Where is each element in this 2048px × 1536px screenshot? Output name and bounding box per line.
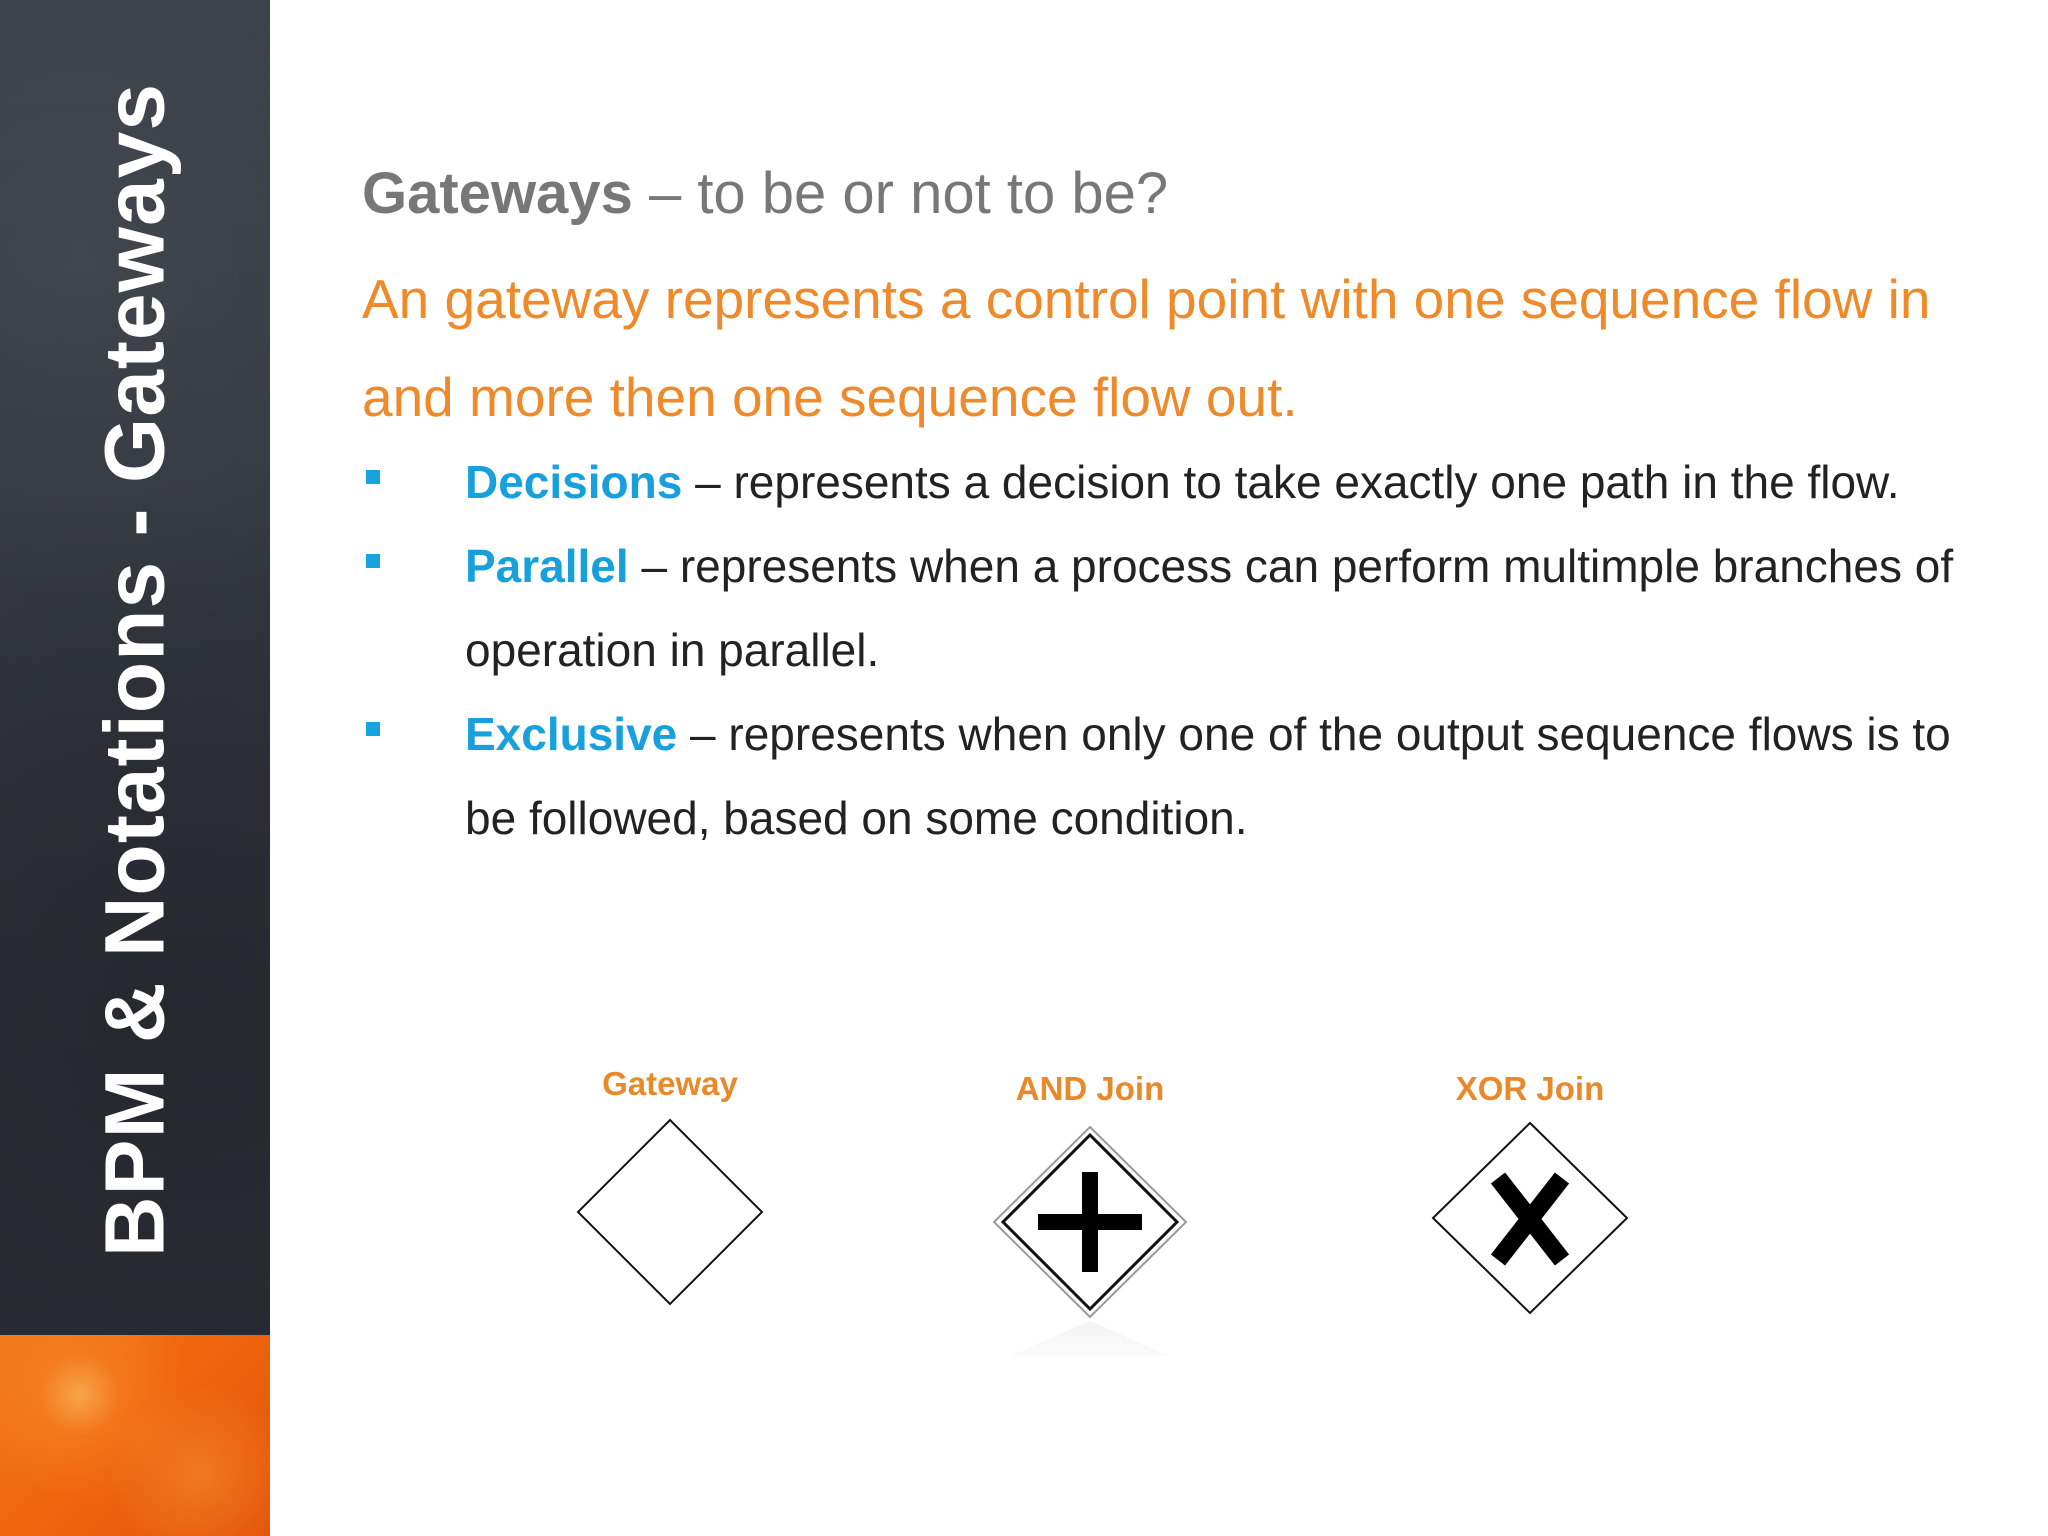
bullet-description: – represents when a process can perform multimple branches of operation in parallel. (465, 540, 1954, 676)
orange-accent-block (0, 1335, 270, 1536)
square-bullet-icon (366, 470, 380, 484)
slide-heading (362, 160, 1168, 227)
x-diamond-icon (1430, 1120, 1630, 1320)
bullet-term: Parallel (465, 540, 629, 592)
bullet-description: – represents a decision to take exactly one path in the flow. (682, 456, 1900, 508)
bullet-list (362, 440, 1982, 860)
heading-bold: Gateways (362, 161, 633, 226)
sidebar (0, 0, 270, 1335)
diamond-reflection (1010, 1321, 1170, 1371)
and-join-symbol (980, 1070, 1200, 1371)
gateway-label: Gateway (602, 1065, 738, 1102)
intro-text: An gateway represents a control point with one sequence flow in and more then one sequence flow out. (362, 268, 1931, 428)
heading-rest: – to be or not to be? (632, 161, 1169, 226)
bullet-item (362, 692, 1982, 860)
and-join-label: AND Join (1015, 1070, 1165, 1107)
bullet-description: – represents when only one of the output sequence flows is to be followed, based on some condition. (465, 708, 1951, 844)
slide-title: BPM & Notations - Gateways (87, 82, 182, 1258)
bullet-term: Decisions (465, 456, 683, 508)
plus-diamond-icon (990, 1124, 1190, 1324)
xor-join-label: XOR Join (1455, 1070, 1605, 1107)
square-bullet-icon (366, 722, 380, 736)
bullet-item (362, 524, 1982, 692)
empty-diamond-icon (570, 1115, 770, 1315)
gateway-symbol (560, 1065, 780, 1320)
xor-join-symbol (1420, 1070, 1640, 1325)
bullet-item (362, 440, 1982, 524)
square-bullet-icon (366, 554, 380, 568)
bullet-term: Exclusive (465, 708, 678, 760)
